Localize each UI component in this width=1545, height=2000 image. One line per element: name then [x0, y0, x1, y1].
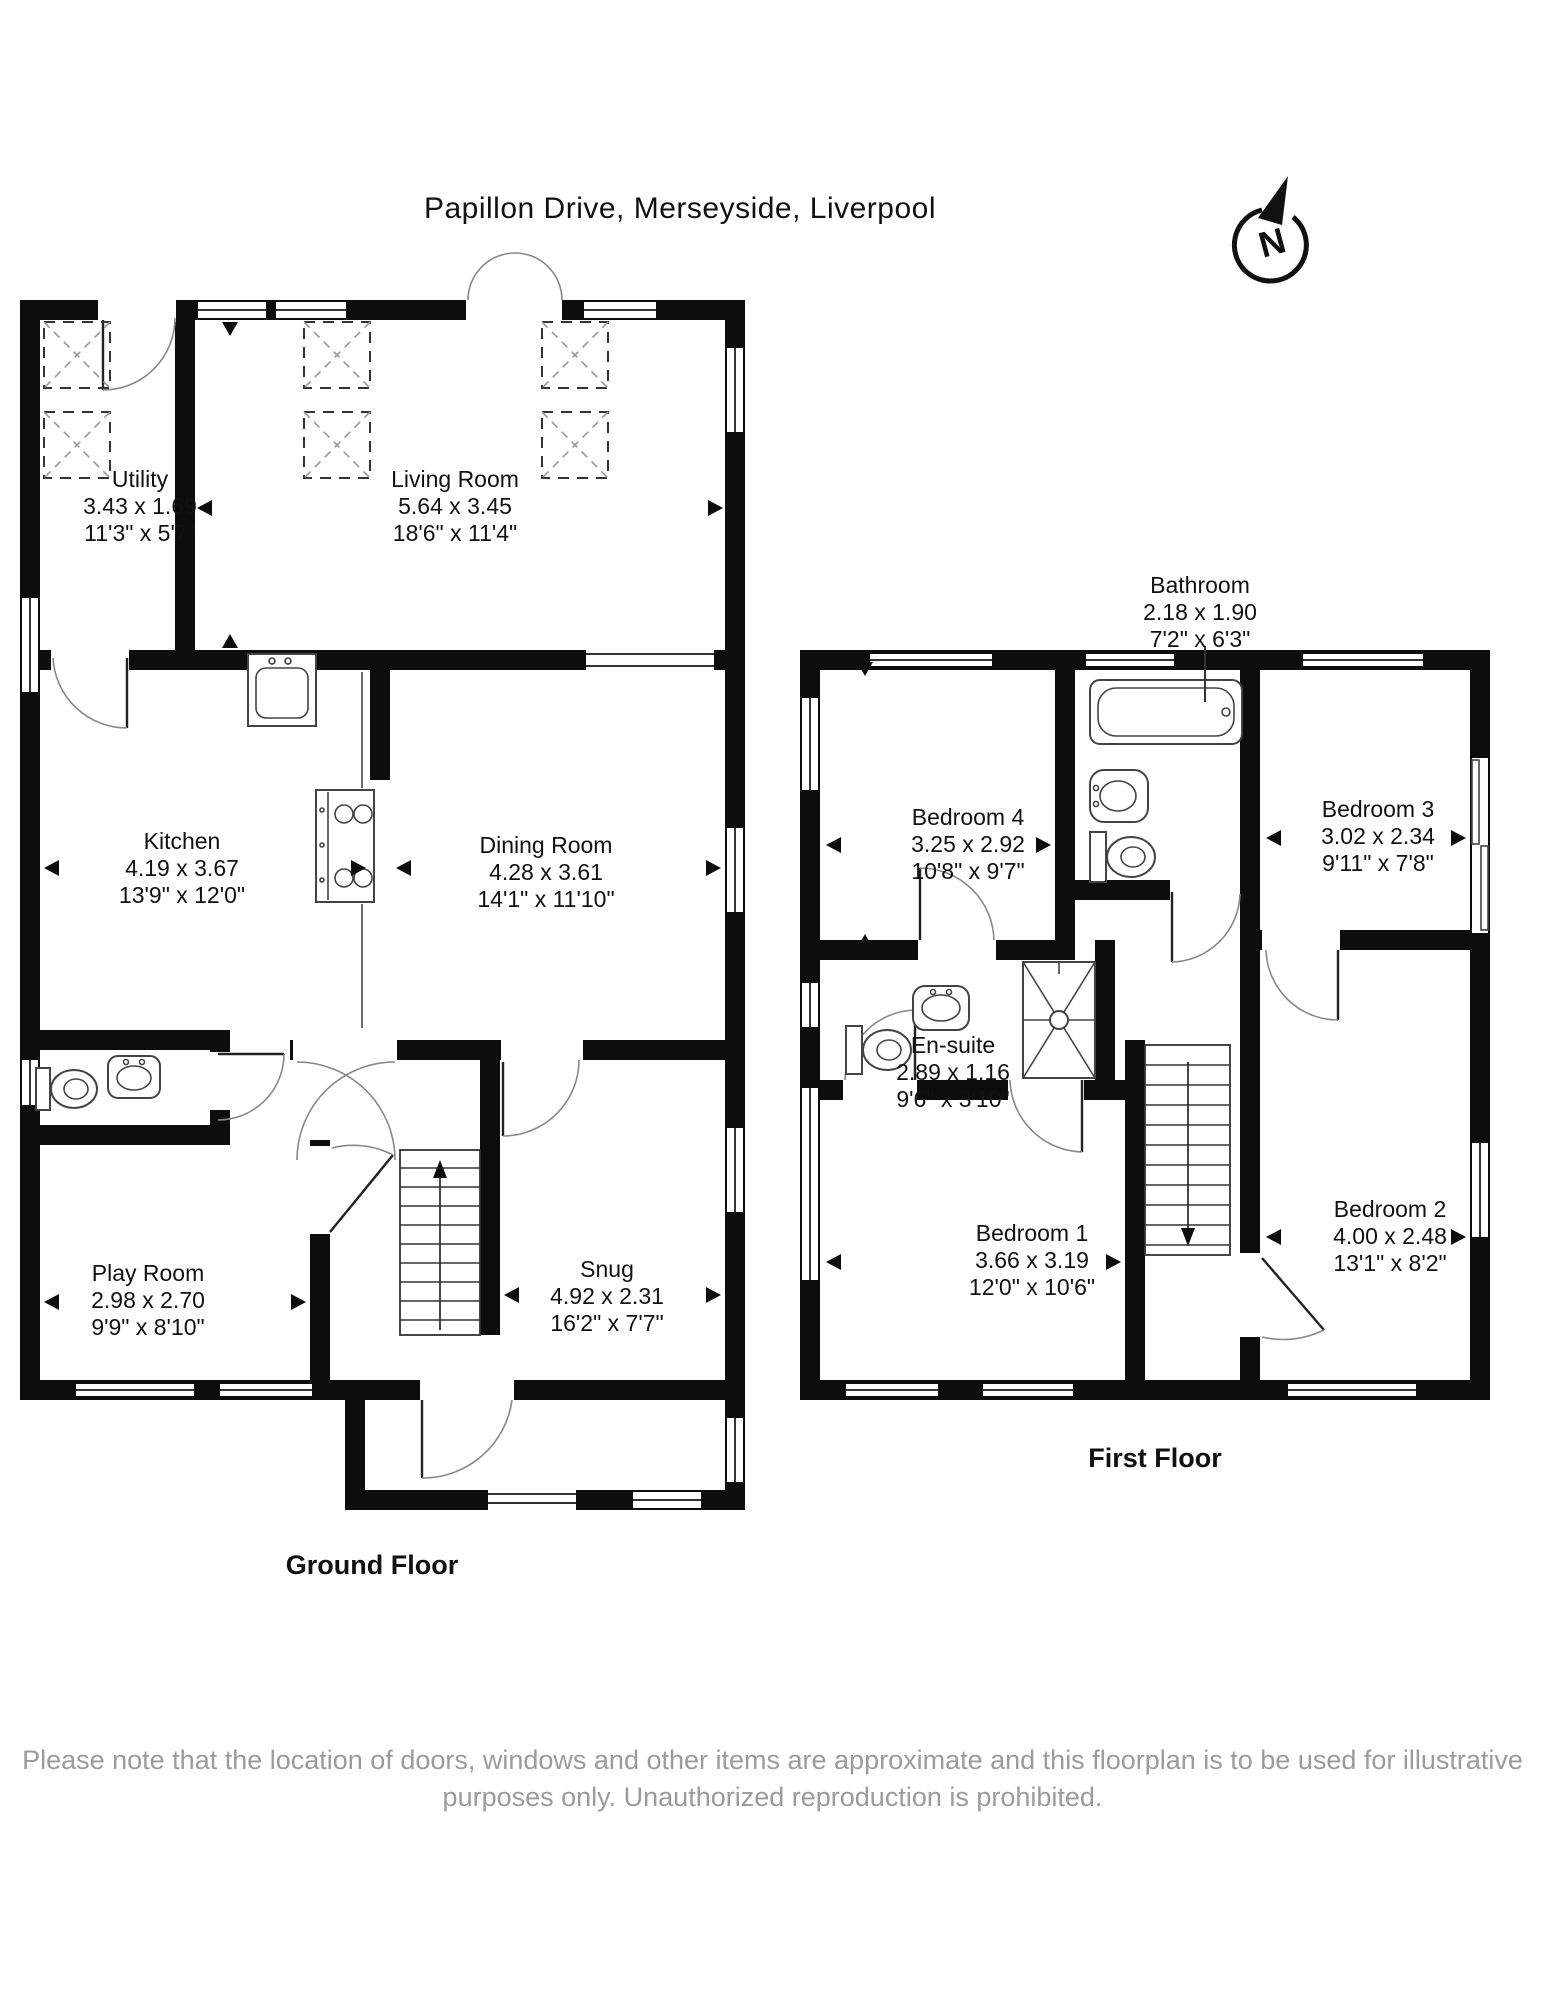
- kitchen-window-left: [22, 598, 38, 692]
- room-imperial: 16'2" x 7'7": [550, 1310, 664, 1336]
- snug-window-right: [727, 1128, 743, 1212]
- room-metric: 5.64 x 3.45: [398, 493, 512, 519]
- living-room-window-top-2: [276, 302, 346, 318]
- room-metric: 3.02 x 2.34: [1321, 823, 1435, 849]
- bathroom-door: [1172, 892, 1240, 962]
- room-name: Bedroom 2: [1333, 1196, 1447, 1222]
- sink-icon: [248, 654, 316, 726]
- room-metric: 2.98 x 2.70: [91, 1287, 205, 1313]
- room-imperial: 10'8" x 9'7": [911, 858, 1025, 884]
- page-title: Papillon Drive, Merseyside, Liverpool: [423, 192, 937, 225]
- room-metric: 3.66 x 3.19: [975, 1247, 1089, 1273]
- room-imperial: 7'2" x 6'3": [1149, 626, 1251, 652]
- utility-kitchen-door: [51, 648, 129, 728]
- room-label-kitchen: [119, 828, 245, 909]
- room-imperial: 9'6" x 3'10": [896, 1086, 1010, 1112]
- room-imperial: 14'1" x 11'10": [477, 886, 615, 912]
- room-label-bedroom-4: [911, 804, 1025, 885]
- bedroom2-door: [1238, 1253, 1324, 1339]
- room-imperial: 13'9" x 12'0": [118, 882, 246, 908]
- bathroom-basin-icon: [1090, 770, 1148, 822]
- room-metric: 4.92 x 2.31: [550, 1283, 664, 1309]
- room-name: Utility: [111, 466, 169, 492]
- porch-door: [420, 1378, 514, 1478]
- rooflight-icons-ground: [44, 322, 608, 478]
- room-imperial: 11'3" x 5'7": [84, 520, 196, 546]
- disclaimer: [0, 1742, 1545, 1816]
- room-metric: 4.00 x 2.48: [1333, 1223, 1447, 1249]
- first-floor-plan: [800, 646, 1490, 1400]
- room-label-living-room: [391, 466, 519, 547]
- living-room-window-top-1: [198, 302, 266, 318]
- room-imperial: 9'9" x 8'10": [91, 1314, 205, 1340]
- room-label-bedroom-2: [1333, 1196, 1447, 1277]
- dining-room-window-right: [727, 828, 743, 912]
- bathroom-window-top: [1086, 654, 1174, 666]
- bathtub-icon: [1090, 680, 1242, 744]
- ground-floor-caption: Ground Floor: [285, 1550, 459, 1580]
- room-name: Dining Room: [479, 832, 613, 858]
- room-metric: 4.28 x 3.61: [489, 859, 603, 885]
- living-dining-opening: [586, 648, 714, 672]
- room-imperial: 9'11" x 7'8": [1322, 850, 1434, 876]
- bedroom3-window-top: [1303, 654, 1423, 666]
- room-imperial: 18'6" x 11'4": [392, 520, 518, 546]
- room-metric: 2.89 x 1.16: [896, 1059, 1010, 1085]
- room-label-play-room: [91, 1260, 205, 1341]
- room-metric: 2.18 x 1.90: [1143, 599, 1257, 625]
- ensuite-window-left: [802, 983, 818, 1027]
- living-room-window-right: [727, 348, 743, 432]
- shower-icon: [1023, 962, 1095, 1078]
- room-name: Bathroom: [1150, 572, 1250, 598]
- room-label-dining-room: [477, 832, 614, 913]
- bedroom1-window-left: [802, 1088, 818, 1280]
- bathroom-toilet-icon: [1090, 832, 1155, 882]
- room-name: Kitchen: [143, 828, 221, 854]
- room-metric: 4.19 x 3.67: [125, 855, 239, 881]
- room-label-bathroom: [1143, 572, 1257, 653]
- porch-window-right: [727, 1418, 743, 1482]
- bedroom1-window-bottom-2: [983, 1384, 1073, 1396]
- bedroom3-door: [1262, 928, 1340, 1020]
- room-label-utility: [83, 466, 197, 547]
- compass-n-label: N: [1254, 219, 1290, 266]
- bedroom4-window-top: [870, 654, 992, 666]
- bedroom4-window-left: [802, 698, 818, 790]
- room-label-bedroom-3: [1321, 796, 1435, 877]
- disclaimer-line-2: purposes only. Unauthorized reproduction is prohibited.: [442, 1782, 1103, 1812]
- room-name: Bedroom 1: [975, 1220, 1089, 1246]
- hob-icon: [316, 790, 374, 902]
- bedroom2-window-right: [1472, 1143, 1488, 1237]
- snug-door: [501, 1038, 583, 1136]
- bedroom1-window-bottom-1: [846, 1384, 938, 1396]
- room-name: Bedroom 3: [1321, 796, 1435, 822]
- porch-window-bottom: [633, 1492, 701, 1508]
- stairs-up-icon: [400, 1150, 480, 1335]
- play-room-window-2: [220, 1384, 312, 1396]
- room-imperial: 12'0" x 10'6": [968, 1274, 1096, 1300]
- stairs-down-icon: [1145, 1045, 1230, 1255]
- room-name: Snug: [580, 1256, 634, 1282]
- room-imperial: 13'1" x 8'2": [1333, 1250, 1447, 1276]
- north-compass-icon: [1234, 176, 1306, 281]
- ensuite-basin-icon: [913, 986, 969, 1030]
- bedroom3-window-right: [1472, 758, 1488, 933]
- room-metric: 3.25 x 2.92: [911, 831, 1025, 857]
- measure-markers-first: [826, 662, 1466, 1270]
- disclaimer-line-1: Please note that the location of doors, windows and other items are approximate and this floorplan is to be used for illustrative: [22, 1745, 1523, 1775]
- play-room-window-1: [76, 1384, 194, 1396]
- wc-door: [208, 1052, 284, 1120]
- bedroom1-door: [1008, 1078, 1084, 1152]
- room-name: Bedroom 4: [911, 804, 1025, 830]
- room-name: Living Room: [391, 466, 519, 492]
- room-name: Play Room: [91, 1260, 205, 1286]
- basin-icon: [108, 1056, 160, 1098]
- hall-entry-doors: [293, 1038, 397, 1160]
- room-name: En-suite: [910, 1032, 996, 1058]
- room-label-snug: [550, 1256, 664, 1337]
- front-door: [488, 1486, 576, 1512]
- first-floor-caption: First Floor: [1088, 1443, 1222, 1473]
- toilet-icon: [36, 1068, 97, 1110]
- room-label-bedroom-1: [969, 1220, 1095, 1301]
- room-label-en-suite: [896, 1032, 1010, 1113]
- room-metric: 3.43 x 1.69: [83, 493, 197, 519]
- bedroom2-window-bottom: [1288, 1384, 1416, 1396]
- play-room-door: [308, 1145, 393, 1234]
- french-doors: [466, 253, 562, 322]
- living-room-window-top-3: [584, 302, 656, 318]
